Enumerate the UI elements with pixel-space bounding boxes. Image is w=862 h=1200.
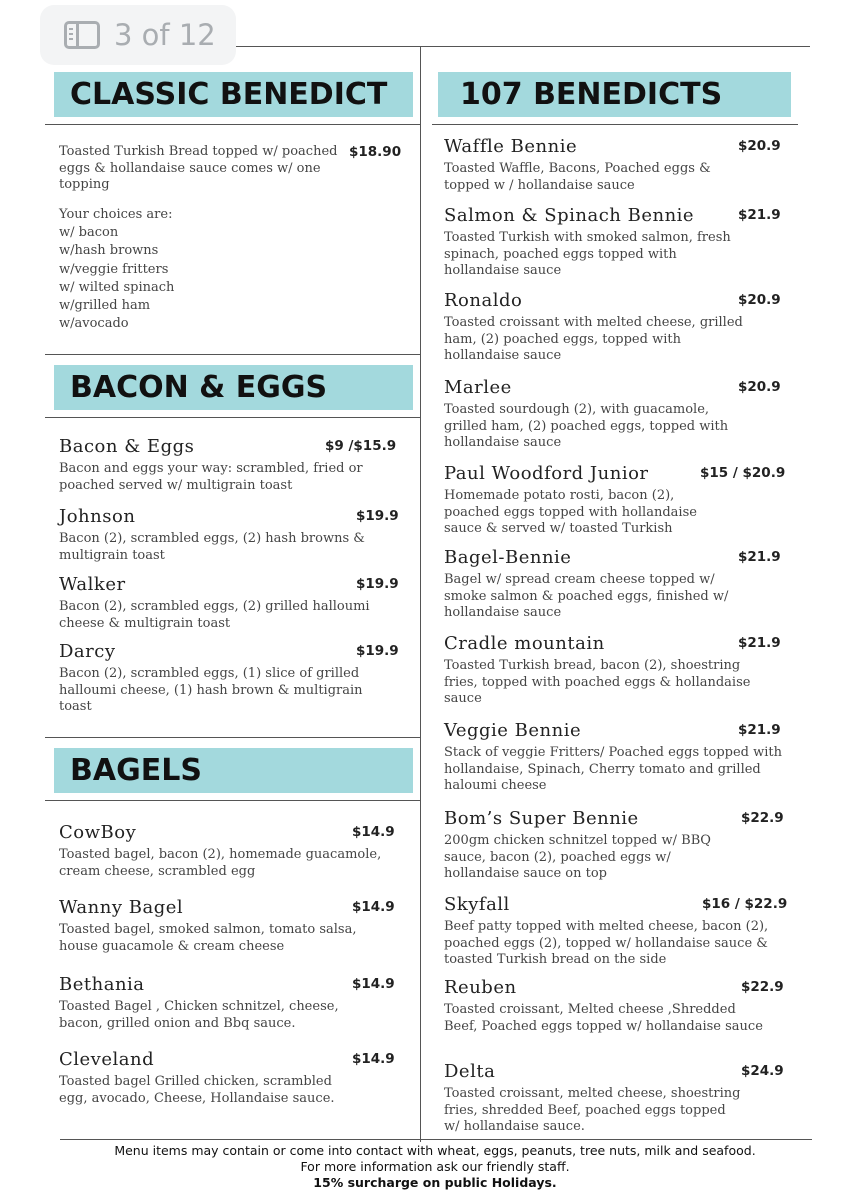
item-price: $21.9	[738, 635, 781, 651]
choice-item: w/grilled ham	[59, 298, 151, 314]
item-description: Toasted croissant, melted cheese, shoestring fries, shredded Beef, poached eggs topped w/ hollandaise sauce.	[444, 1086, 741, 1134]
page-indicator-label: 3 of 12	[114, 18, 216, 52]
item-description: Bacon (2), scrambled eggs, (2) hash browns & multigrain toast	[59, 531, 365, 563]
item-price: $20.9	[738, 379, 781, 395]
item-price: $19.9	[356, 576, 399, 592]
footer-surcharge-line: 15% surcharge on public Holidays.	[313, 1175, 557, 1190]
right-rule-1	[432, 124, 798, 125]
bagels-banner: BAGELS	[54, 748, 413, 793]
item-name: Paul Woodford Junior	[444, 463, 649, 484]
item-price: $14.9	[352, 1051, 395, 1067]
item-price: $9 /$15.9	[325, 438, 397, 454]
choice-item: w/veggie fritters	[59, 261, 169, 277]
item-price: $19.9	[356, 643, 399, 659]
footer-info-line: For more information ask our friendly staff.	[300, 1159, 570, 1174]
item-name: Bethania	[59, 974, 145, 995]
item-name: Salmon & Spinach Bennie	[444, 205, 695, 226]
choices-title: Your choices are:	[59, 207, 173, 222]
sidebar-icon	[64, 21, 100, 49]
item-price: $19.9	[356, 508, 399, 524]
bacon-eggs-banner: BACON & EGGS	[54, 365, 413, 410]
item-price: $14.9	[352, 899, 395, 915]
bottom-divider	[60, 1139, 812, 1140]
classic-price: $18.90	[349, 144, 402, 160]
item-name: Darcy	[59, 641, 116, 662]
item-name: Bom’s Super Bennie	[444, 808, 639, 829]
item-name: Wanny Bagel	[59, 897, 184, 918]
item-name: Veggie Bennie	[444, 720, 582, 741]
classic-description: Toasted Turkish Bread topped w/ poached eggs & hollandaise sauce comes w/ one topping	[59, 144, 338, 192]
item-description: 200gm chicken schnitzel topped w/ BBQ sauce, bacon (2), poached eggs w/ hollandaise sauce on top	[444, 833, 711, 881]
choice-item: w/avocado	[59, 316, 129, 332]
item-name: Marlee	[444, 377, 512, 398]
item-description: Bagel w/ spread cream cheese topped w/ smoke salmon & poached eggs, finished w/ hollandaise sauce	[444, 572, 729, 620]
choice-item: w/ wilted spinach	[59, 279, 175, 295]
left-rule-1	[45, 124, 420, 125]
item-description: Toasted croissant, Melted cheese ,Shredded Beef, Poached eggs topped w/ hollandaise sauce	[444, 1002, 763, 1034]
left-rule-3	[45, 417, 420, 418]
item-name: Delta	[444, 1061, 496, 1082]
item-price: $21.9	[738, 722, 781, 738]
left-rule-2	[45, 354, 420, 355]
left-rule-4	[45, 737, 420, 738]
item-name: Ronaldo	[444, 290, 523, 311]
item-name: Johnson	[59, 506, 136, 527]
item-name: Cradle mountain	[444, 633, 605, 654]
item-description: Bacon (2), scrambled eggs, (1) slice of grilled halloumi cheese, (1) hash brown & multigrain toast	[59, 666, 363, 714]
classic-benedict-banner: CLASSIC BENEDICT	[54, 72, 413, 117]
choice-item: w/hash browns	[59, 243, 159, 259]
benedicts-banner: 107 BENEDICTS	[438, 72, 791, 117]
classic-choices	[59, 206, 174, 333]
item-price: $14.9	[352, 976, 395, 992]
item-price: $16 / $22.9	[702, 896, 788, 912]
page-indicator[interactable]	[40, 5, 236, 65]
item-price: $21.9	[738, 549, 781, 565]
item-description: Toasted Turkish bread, bacon (2), shoestring fries, topped with poached eggs & hollandaise sauce	[444, 658, 751, 706]
item-name: Walker	[59, 574, 126, 595]
item-name: Reuben	[444, 977, 517, 998]
item-name: Cleveland	[59, 1049, 155, 1070]
item-description: Stack of veggie Fritters/ Poached eggs topped with hollandaise, Spinach, Cherry tomato and grilled haloumi cheese	[444, 745, 782, 793]
item-description: Homemade potato rosti, bacon (2), poached eggs topped with hollandaise sauce & served w/ toasted Turkish	[444, 488, 697, 536]
item-price: $20.9	[738, 138, 781, 154]
item-name: Bagel-Bennie	[444, 547, 572, 568]
item-description: Toasted Turkish with smoked salmon, fresh spinach, poached eggs topped with hollandaise sauce	[444, 230, 731, 278]
item-price: $20.9	[738, 292, 781, 308]
item-description: Bacon (2), scrambled eggs, (2) grilled halloumi cheese & multigrain toast	[59, 599, 370, 631]
item-name: CowBoy	[59, 822, 137, 843]
item-description: Bacon and eggs your way: scrambled, fried or poached served w/ multigrain toast	[59, 461, 363, 493]
item-description: Toasted croissant with melted cheese, grilled ham, (2) poached eggs, topped with hollandaise sauce	[444, 315, 743, 363]
item-description: Toasted Waffle, Bacons, Poached eggs & topped w / hollandaise sauce	[444, 161, 711, 193]
top-divider	[236, 46, 810, 47]
left-rule-5	[45, 800, 420, 801]
item-price: $21.9	[738, 207, 781, 223]
center-divider	[420, 46, 421, 1142]
item-price: $22.9	[741, 979, 784, 995]
choice-item: w/ bacon	[59, 225, 119, 241]
item-price: $22.9	[741, 810, 784, 826]
item-name: Bacon & Eggs	[59, 436, 195, 457]
item-description: Toasted bagel, smoked salmon, tomato salsa, house guacamole & cream cheese	[59, 922, 357, 954]
item-price: $14.9	[352, 824, 395, 840]
item-description: Toasted sourdough (2), with guacamole, grilled ham, (2) poached eggs, topped with hollandaise sauce	[444, 402, 729, 450]
footer-allergen-line: Menu items may contain or come into contact with wheat, eggs, peanuts, tree nuts, milk and seafood.	[114, 1143, 756, 1158]
item-description: Toasted Bagel , Chicken schnitzel, cheese, bacon, grilled onion and Bbq sauce.	[59, 999, 339, 1031]
item-price: $15 / $20.9	[700, 465, 786, 481]
item-name: Waffle Bennie	[444, 136, 578, 157]
allergen-footer	[40, 1143, 830, 1191]
item-description: Toasted bagel, bacon (2), homemade guacamole, cream cheese, scrambled egg	[59, 847, 382, 879]
item-price: $24.9	[741, 1063, 784, 1079]
item-description: Beef patty topped with melted cheese, bacon (2), poached eggs (2), topped w/ hollandaise sauce & toasted Turkish bread on the side	[444, 919, 769, 967]
item-name: Skyfall	[444, 894, 510, 915]
item-description: Toasted bagel Grilled chicken, scrambled egg, avocado, Cheese, Hollandaise sauce.	[59, 1074, 335, 1106]
